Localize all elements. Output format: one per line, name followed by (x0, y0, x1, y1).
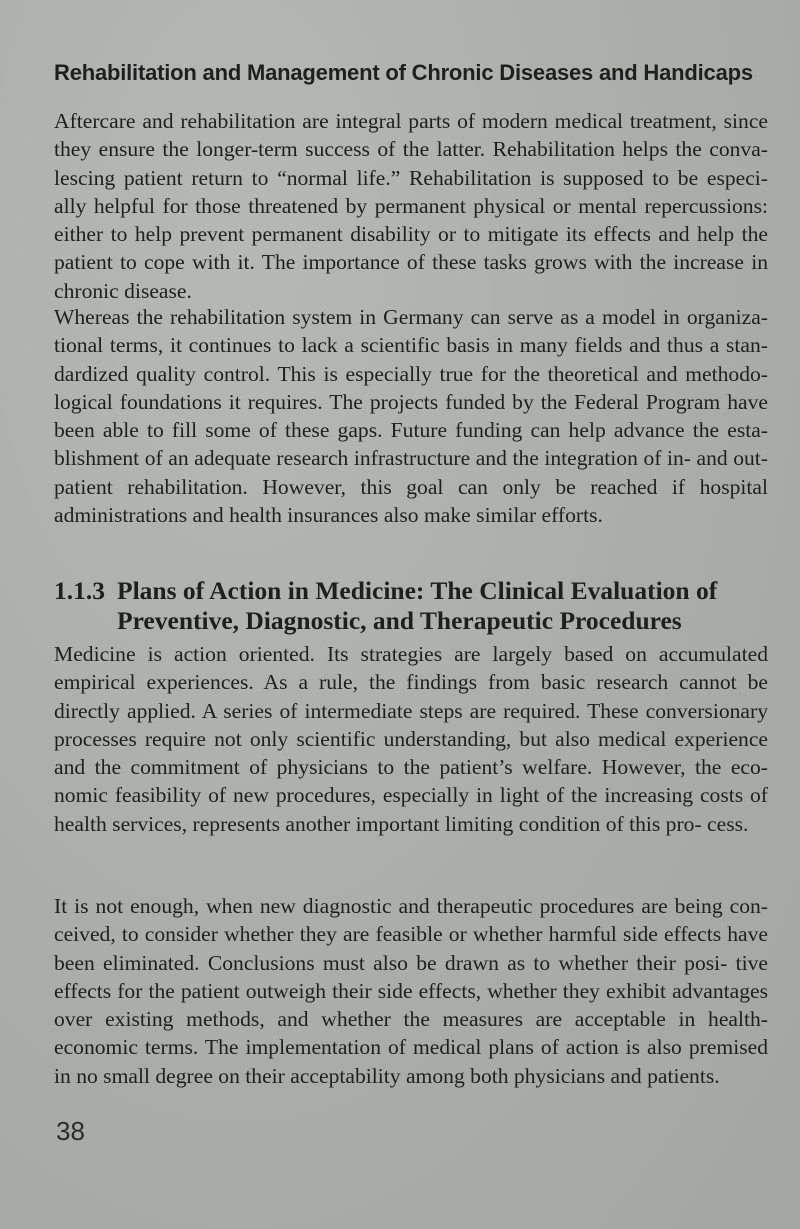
section-number: 1.1.3 (54, 576, 105, 605)
paragraph-aftercare: Aftercare and rehabilitation are integral parts of modern medical treatment, since they ensure the longer-term success of the latter. Rehabilitation helps the conva- lescing patient return to “normal life.” Rehabilitation is supposed to be especi- ally helpful for those threatened by permanent physical or mental repercussions: either to help prevent permanent disability or to mitigate its effects and help the patient to cope with it. The importance of these tasks grows with the increase in chronic disease. (54, 109, 768, 303)
running-head: Rehabilitation and Management of Chronic Diseases and Handicaps (54, 60, 753, 85)
section-title-line2: Preventive, Diagnostic, and Therapeutic Procedures (117, 606, 682, 635)
paragraph-not-enough: It is not enough, when new diagnostic and therapeutic procedures are being con- ceived, to consider whether they are feasible or whether harmful side effects have been eliminated. Conclusions must also be drawn as to whether their posi- tive effects for the patient outweigh their side effects, whether they exhibit advantages over existing methods, and whether the measures are acceptable in health-economic terms. The implementation of medical plans of action is also premised in no small degree on their acceptability among both physicians and patients. (54, 894, 768, 1088)
page-number: 38 (56, 1116, 85, 1146)
section-title-line1: Plans of Action in Medicine: The Clinical Evaluation of (117, 576, 718, 605)
paragraph-action-oriented: Medicine is action oriented. Its strategies are largely based on accumulated empirical experiences. As a rule, the findings from basic research cannot be directly applied. A series of intermediate steps are required. These conversionary processes require not only scientific understanding, but also medical experience and the commitment of physicians to the patient’s welfare. However, the eco- nomic feasibility of new procedures, especially in light of the increasing costs of health services, represents another important limiting condition of this pro- cess. (54, 642, 768, 836)
section-heading (54, 576, 768, 636)
paragraph-rehabilitation-system: Whereas the rehabilitation system in Germany can serve as a model in organiza- tional terms, it continues to lack a scientific basis in many fields and thus a stan- dardized quality control. This is especially true for the theoretical and methodo- logical foundations it requires. The projects funded by the Federal Program have been able to fill some of these gaps. Future funding can help advance the esta- blishment of an adequate research infrastructure and the integration of in- and out-patient rehabilitation. However, this goal can only be reached if hospital administrations and health insurances also make similar efforts. (54, 305, 768, 528)
